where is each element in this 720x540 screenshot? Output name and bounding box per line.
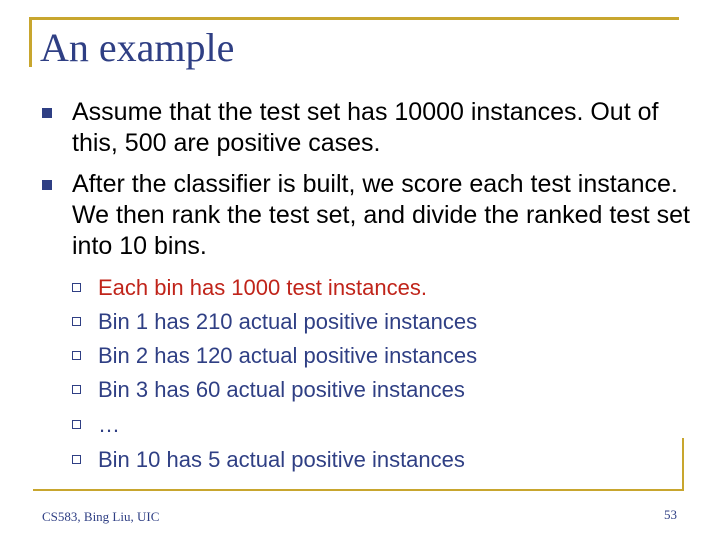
sub-bullet-text: Bin 1 has 210 actual positive instances: [98, 309, 478, 334]
bullet-text: After the classifier is built, we score each test instance. We then rank the test set, and divide the ranked test set into 10 bins.: [72, 170, 690, 260]
sub-bullet-text: Each bin has 1000 test instances.: [98, 275, 427, 300]
sub-bullet-hollow-square-icon: [72, 385, 81, 394]
frame-top-line: [29, 17, 679, 20]
slide-title: An example: [40, 25, 235, 70]
footer-course: CS583, Bing Liu, UIC: [42, 509, 160, 524]
sub-bullet-hollow-square-icon: [72, 317, 81, 326]
sub-bullet-text: Bin 3 has 60 actual positive instances: [98, 377, 465, 402]
frame-left-line: [29, 17, 32, 67]
sub-bullet-text: Bin 10 has 5 actual positive instances: [98, 447, 465, 472]
sub-bullet-hollow-square-icon: [72, 455, 81, 464]
bullet-square-icon: [42, 180, 52, 190]
sub-bullet-text: Bin 2 has 120 actual positive instances: [98, 343, 478, 368]
sub-bullet-hollow-square-icon: [72, 283, 81, 292]
sub-bullet-hollow-square-icon: [72, 420, 81, 429]
sub-bullet-text: …: [98, 412, 120, 437]
page-number: 53: [664, 507, 677, 522]
bullet-square-icon: [42, 108, 52, 118]
sub-bullet-hollow-square-icon: [72, 351, 81, 360]
bullet-text: Assume that the test set has 10000 instances. Out of this, 500 are positive cases.: [72, 98, 659, 157]
frame-bottom-line: [33, 489, 683, 491]
